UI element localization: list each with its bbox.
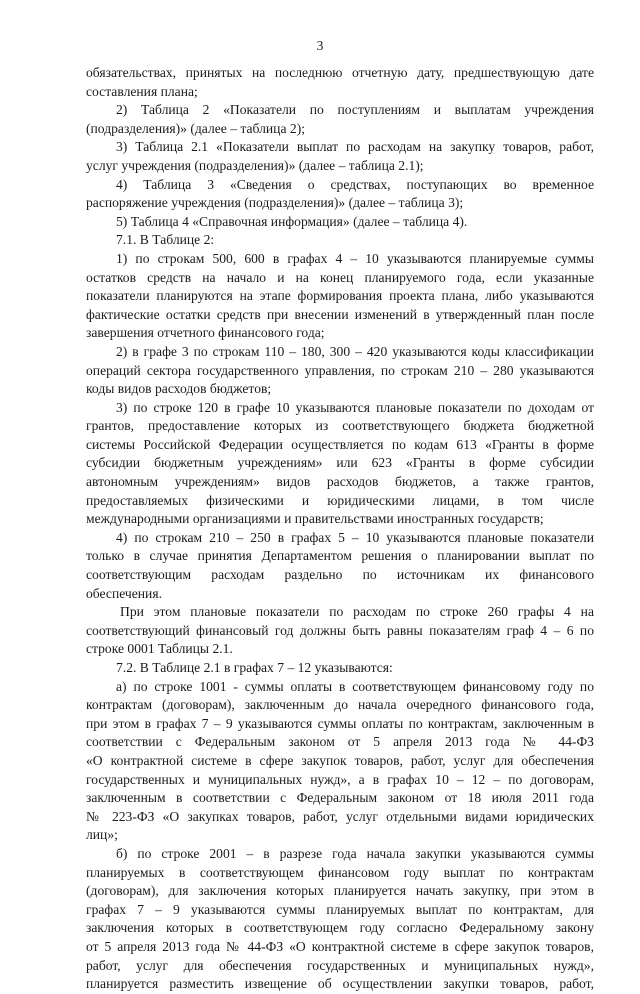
text-line: планируется разместить извещение об осуществлении закупки товаров, работ, — [86, 976, 594, 992]
text-line: 2) в графе 3 по строкам 110 – 180, 300 – 420 указываются коды классификации — [116, 343, 594, 359]
text-line: заключенным в соответствии с Федеральным законом от 18 июля 2011 года — [86, 790, 594, 806]
text-line: обеспечения. — [86, 585, 162, 601]
text-line: 3) по строке 120 в графе 10 указываются плановые показатели по доходам от — [116, 399, 594, 415]
text-line: заключения которых в соответствующем году согласно Федеральному закону — [86, 920, 594, 936]
text-line: строке 0001 Таблицы 2.1. — [86, 641, 233, 657]
text-line: 4) по строкам 210 – 250 в графах 5 – 10 указываются плановые показатели — [116, 529, 594, 545]
text-line: 2) Таблица 2 «Показатели по поступлениям и выплатам учреждения — [116, 102, 594, 118]
text-line: соответствии с Федеральным законом от 5 апреля 2013 года № 44-ФЗ — [86, 734, 594, 750]
text-line: грантов, предоставление которых из соответствующего бюджета бюджетной — [86, 418, 594, 434]
text-line: обязательствах, принятых на последнюю отчетную дату, предшествующую дате — [86, 65, 594, 80]
text-line: услуг учреждения (подразделения)» (далее – таблица 2.1); — [86, 157, 424, 173]
text-line: При этом плановые показатели по расходам по строке 260 графы 4 на — [120, 604, 594, 620]
text-line: предоставляемых физическими и юридическими лицами, в том числе — [86, 492, 594, 508]
text-line: соответствующим расходам раздельно по источникам их финансового — [86, 567, 594, 583]
text-line: автономным учреждениям» видов расходов бюджетов, а также грантов, — [86, 474, 594, 490]
text-line: контрактам (договорам), заключенным до начала очередного финансового года, — [86, 697, 594, 713]
text-line: системы Российской Федерации осуществляется по кодам 613 «Гранты в форме — [86, 436, 594, 452]
text-line: № 223-ФЗ «О закупках товаров, работ, услуг отдельными видами юридических — [86, 808, 594, 824]
text-line: (подразделения)» (далее – таблица 2); — [86, 120, 305, 136]
text-line: составления плана; — [86, 83, 198, 99]
text-line: а) по строке 1001 - суммы оплаты в соответствующем финансовому году по — [116, 678, 594, 694]
text-line: лиц»; — [86, 827, 118, 843]
text-line: (договорам), для заключения которых планируется начать закупку, при этом в — [86, 883, 594, 899]
text-line: государственных и муниципальных нужд», а в графах 10 – 12 – по договорам, — [86, 771, 594, 787]
text-line: 1) по строкам 500, 600 в графах 4 – 10 указываются планируемые суммы — [116, 250, 594, 266]
text-line: 4) Таблица 3 «Сведения о средствах, поступающих во временное — [116, 176, 594, 192]
document-body — [86, 64, 594, 994]
text-line: планируемых в соответствующем финансовом году выплат по контрактам — [86, 864, 594, 880]
text-line: 5) Таблица 4 «Справочная информация» (далее – таблица 4). — [116, 213, 468, 229]
text-line: «О контрактной системе в сфере закупок товаров, работ, услуг для обеспечения — [86, 752, 594, 768]
text-line: соответствующий финансовый год должны быть равны показателям граф 4 – 6 по — [86, 622, 594, 638]
text-line: операций сектора государственного управления, по строкам 210 – 280 указываются — [86, 362, 594, 378]
text-line: остатков средств на начало и на конец планируемого года, если указанные — [86, 269, 594, 285]
text-line: субсидии бюджетным учреждениям» или 623 «Гранты в форме субсидии — [86, 455, 594, 471]
text-line: работ, услуг для обеспечения государственных и муниципальных нужд», — [86, 957, 594, 973]
text-line: коды видов расходов бюджетов; — [86, 381, 272, 397]
text-line: 7.2. В Таблице 2.1 в графах 7 – 12 указываются: — [116, 660, 393, 675]
text-line: от 5 апреля 2013 года № 44-ФЗ «О контрактной системе в сфере закупок товаров, — [86, 938, 594, 954]
text-line: международными организациями и правительствами иностранных государств; — [86, 511, 544, 527]
text-line: 7.1. В Таблице 2: — [116, 232, 215, 248]
text-line: б) по строке 2001 – в разрезе года начала закупки указываются суммы — [116, 845, 594, 861]
text-line: при этом в графах 7 – 9 указываются суммы оплаты по контрактам, заключенным в — [86, 715, 594, 731]
page-number: 3 — [316, 38, 324, 53]
text-line: графах 7 – 9 указываются суммы планируемых выплат по контрактам, для — [86, 901, 594, 917]
text-line: 3) Таблица 2.1 «Показатели выплат по расходам на закупку товаров, работ, — [116, 139, 594, 155]
text-line: завершения отчетного финансового года; — [86, 325, 325, 341]
text-line: распоряжение учреждения (подразделения)» (далее – таблица 3); — [86, 195, 464, 211]
text-line: только в случае принятия Департаментом решения о планировании выплат по — [86, 548, 594, 564]
text-line: фактические остатки средств при внесении изменений в утвержденный план после — [86, 306, 594, 322]
text-line: показатели планируются на этапе формирования проекта плана, либо указываются — [86, 288, 594, 304]
